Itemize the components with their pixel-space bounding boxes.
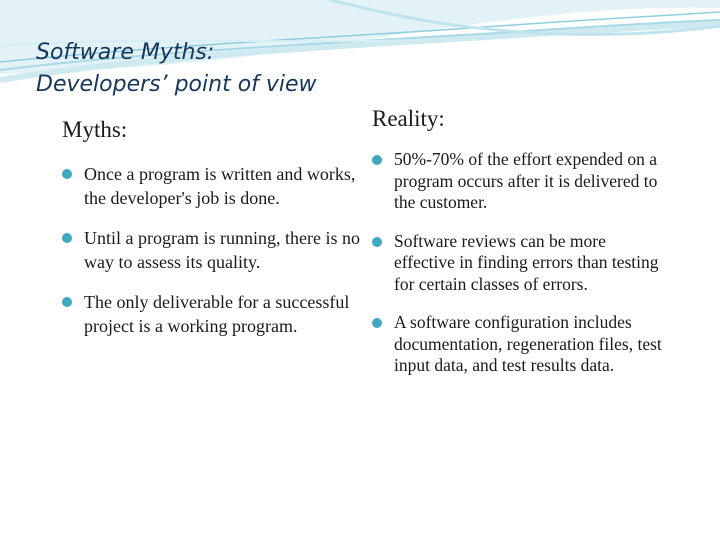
myths-list (62, 162, 362, 354)
reality-heading: Reality: (372, 106, 445, 131)
bullet-icon (372, 155, 382, 165)
myth-item (62, 162, 362, 210)
reality-item-text: A software configuration includes documentation, regeneration files, test input data, and test results data. (394, 312, 662, 375)
slide-title (36, 37, 317, 101)
reality-item (372, 149, 667, 214)
bullet-icon (62, 297, 72, 307)
reality-item (372, 231, 667, 296)
reality-item-text: 50%-70% of the effort expended on a program occurs after it is delivered to the customer. (394, 149, 658, 212)
slide-title-line-2: Developers’ point of view (36, 72, 317, 97)
bullet-icon (62, 233, 72, 243)
reality-item-text: Software reviews can be more effective in finding errors than testing for certain classes of errors. (394, 230, 659, 294)
myth-item (62, 226, 362, 274)
myth-item-text: Until a program is running, there is no way to assess its quality. (84, 228, 360, 272)
bullet-icon (62, 169, 72, 179)
slide-title-line-1: Software Myths: (36, 40, 215, 65)
myth-item-text: Once a program is written and works, the developer's job is done. (84, 164, 356, 208)
reality-list (372, 149, 667, 394)
myth-item (62, 290, 362, 338)
bullet-icon (372, 318, 382, 328)
reality-item (372, 312, 667, 377)
bullet-icon (372, 237, 382, 247)
myth-item-text: The only deliverable for a successful project is a working program. (84, 292, 350, 336)
myths-heading: Myths: (62, 117, 128, 142)
